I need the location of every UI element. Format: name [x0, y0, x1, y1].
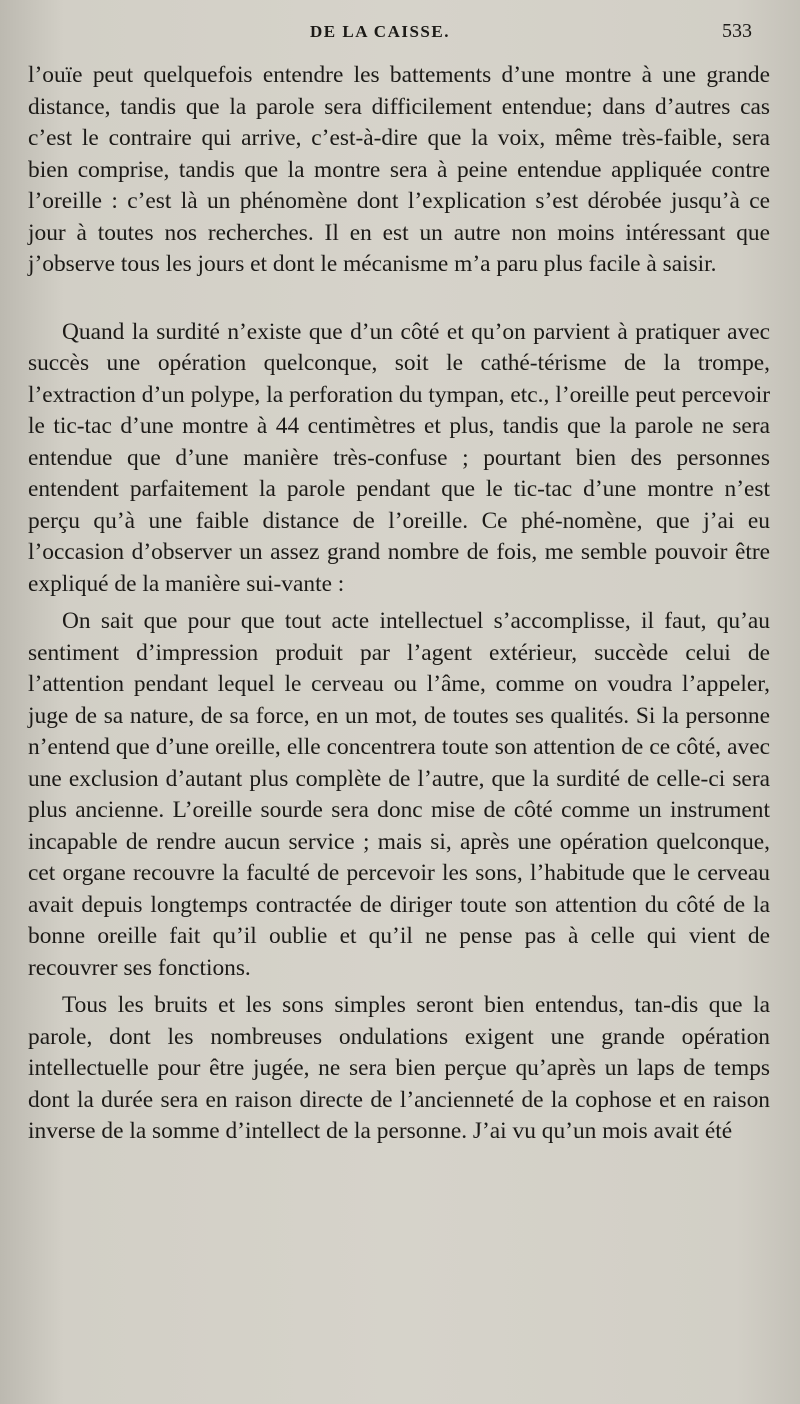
body-text — [28, 60, 770, 1148]
paragraph: Tous les bruits et les sons simples seront bien entendus, tan-dis que la parole, dont les nombreuses ondulations exigent une grande opération intellectuelle pour être jugée, ne sera bien perçue qu’après un laps de temps dont la durée sera en raison directe de l’ancienneté de la cophose et en raison inverse de la somme d’intellect de la personne. J’ai vu qu’un mois avait été — [28, 992, 770, 1144]
paragraph: On sait que pour que tout acte intellectuel s’accomplisse, il faut, qu’au sentiment d’impression produit par l’agent extérieur, succède celui de l’attention pendant lequel le cerveau ou l’âme, comme on voudra l’appeler, juge de sa nature, de sa force, en un mot, de toutes ses qualités. Si la personne n’entend que d’une oreille, elle concentrera toute son attention de ce côté, avec une exclusion d’autant plus complète de l’autre, que la surdité de celle-ci sera plus ancienne. L’oreille sourde sera donc mise de côté comme un instrument incapable de rendre aucun service ; mais si, après une opération quelconque, cet organe recouvre la faculté de percevoir les sons, l’habitude que le cerveau avait depuis longtemps contractée de diriger toute son attention du côté de la bonne oreille fait qu’il oublie et qu’il ne pense pas à celle qui vient de recouvrer ses fonctions. — [28, 608, 770, 981]
page-number: 533 — [722, 20, 752, 42]
running-title: DE LA CAISSE. — [310, 22, 450, 41]
running-header — [0, 20, 800, 50]
paragraph-continued: l’ouïe peut quelquefois entendre les battements d’une montre à une grande distance, tandis que la parole sera difficilement entendue; dans d’autres cas c’est le contraire qui arrive, c’est-à-dire que la voix, même très-faible, sera bien comprise, tandis que la montre sera à peine entendue appliquée contre l’oreille : c’est là un phénomène dont l’explication s’est dérobée jusqu’à ce jour à toutes nos recherches. Il en est un autre non moins intéressant que j’observe tous les jours et dont le mécanisme m’a paru plus facile à saisir. — [28, 62, 770, 277]
paragraph: Quand la surdité n’existe que d’un côté et qu’on parvient à pratiquer avec succès une opération quelconque, soit le cathé-térisme de la trompe, l’extraction d’un polype, la perforation du tympan, etc., l’oreille peut percevoir le tic-tac d’une montre à 44 centimètres et plus, tandis que la parole ne sera entendue que d’une manière très-confuse ; pourtant bien des personnes entendent parfaitement la parole pendant que le tic-tac d’une montre n’est perçu qu’à une faible distance de l’oreille. Ce phé-nomène, que j’ai eu l’occasion d’observer un assez grand nombre de fois, me semble pouvoir être expliqué de la manière sui-vante : — [28, 318, 770, 597]
